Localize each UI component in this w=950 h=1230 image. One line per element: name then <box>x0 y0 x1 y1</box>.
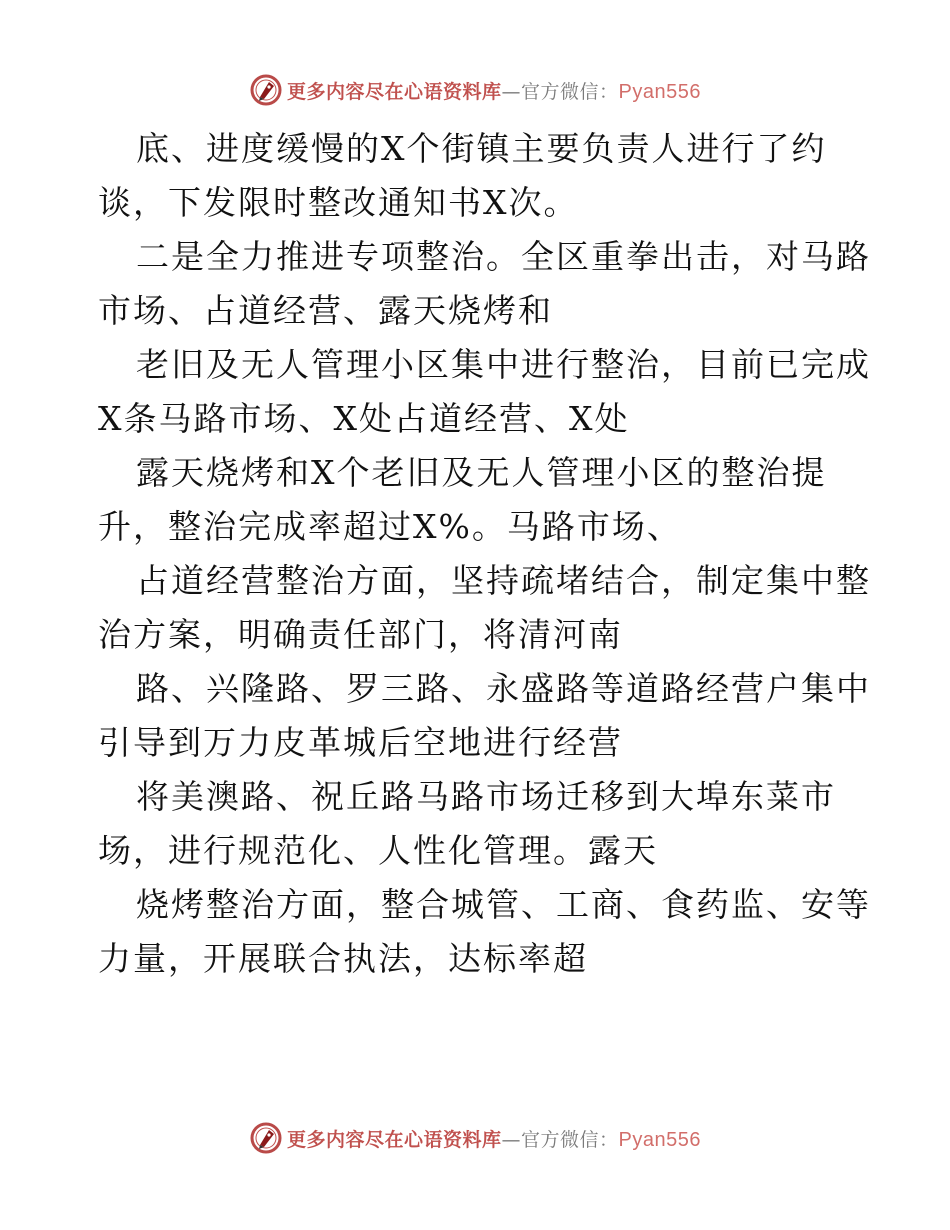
pen-nib-logo-icon <box>249 73 283 107</box>
footer-wechat-label: 官方微信： <box>521 1128 619 1151</box>
paragraph-line: 引导到万力皮革城后空地进行经营 <box>98 723 623 762</box>
paragraph-line: 升，整治完成率超过X%。马路市场、 <box>98 507 682 546</box>
paragraph-line: 路、兴隆路、罗三路、永盛路等道路经营户集中 <box>136 669 871 708</box>
paragraph-line: 老旧及无人管理小区集中进行整治，目前已完成 <box>136 345 871 384</box>
paragraph-line: 场，进行规范化、人性化管理。露天 <box>98 831 658 870</box>
footer-banner <box>0 1118 950 1158</box>
document-body <box>98 122 871 986</box>
paragraph-line: 治方案，明确责任部门，将清河南 <box>98 615 623 654</box>
paragraph-line: 露天烧烤和X个老旧及无人管理小区的整治提 <box>136 453 827 492</box>
header-wechat-id: Pyan556 <box>618 80 701 103</box>
paragraph-line: 市场、占道经营、露天烧烤和 <box>98 291 553 330</box>
footer-wechat-id: Pyan556 <box>618 1128 701 1151</box>
footer-banner-text <box>287 1125 701 1152</box>
header-brand-text: 更多内容尽在心语资料库 <box>287 80 502 103</box>
pen-nib-logo-icon <box>249 1121 283 1155</box>
paragraph-line: 力量，开展联合执法，达标率超 <box>98 939 588 978</box>
header-banner-text <box>287 77 701 104</box>
header-wechat-label: 官方微信： <box>521 80 619 103</box>
paragraph-line: 底、进度缓慢的X个街镇主要负责人进行了约 <box>136 129 827 168</box>
paragraph-line: 将美澳路、祝丘路马路市场迁移到大埠东菜市 <box>136 777 836 816</box>
paragraph-line: 占道经营整治方面，坚持疏堵结合，制定集中整 <box>136 561 871 600</box>
footer-dash: — <box>501 1128 522 1151</box>
paragraph-line: 谈，下发限时整改通知书X次。 <box>98 183 579 222</box>
paragraph-line: 二是全力推进专项整治。全区重拳出击，对马路 <box>136 237 871 276</box>
header-dash: — <box>501 80 522 103</box>
paragraph-line: X条马路市场、X处占道经营、X处 <box>98 399 630 438</box>
footer-brand-text: 更多内容尽在心语资料库 <box>287 1128 502 1151</box>
header-banner <box>0 70 950 110</box>
paragraph-line: 烧烤整治方面，整合城管、工商、食药监、安等 <box>136 885 871 924</box>
